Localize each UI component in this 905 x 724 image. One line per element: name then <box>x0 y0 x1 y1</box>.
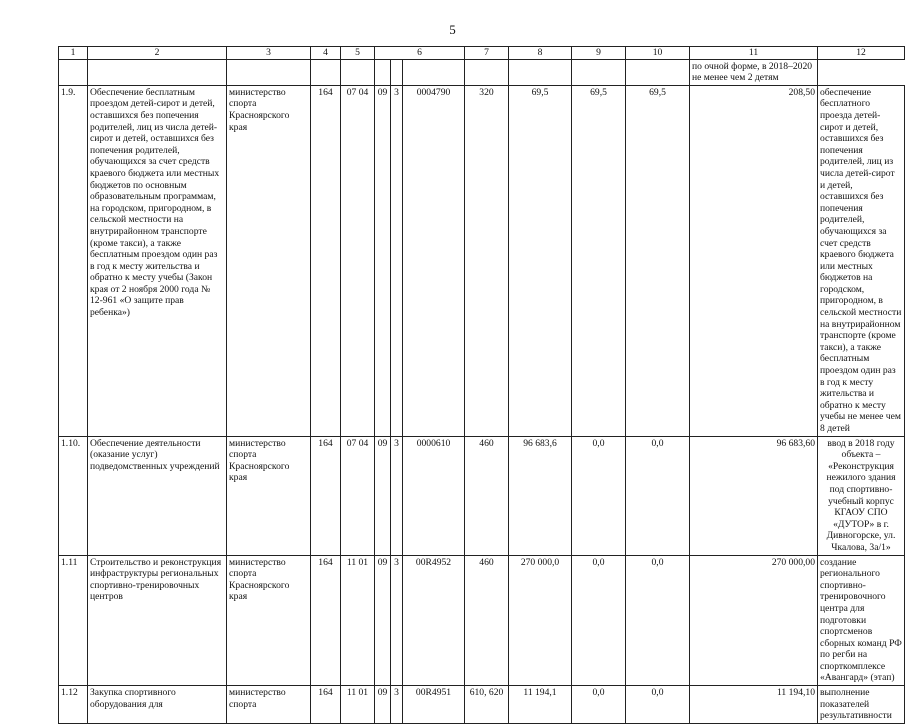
row-c6a: 09 <box>375 85 391 436</box>
row-name: Обеспечение деятельности (оказание услуг) подведомственных учреждений <box>88 436 227 555</box>
row-c5: 11 01 <box>341 555 375 686</box>
page-number: 5 <box>449 22 456 37</box>
row-c4: 164 <box>311 436 341 555</box>
row-c6c: 0004790 <box>403 85 465 436</box>
row-number: 1.9. <box>59 85 88 436</box>
header-row <box>59 47 905 60</box>
row-c6b: 3 <box>391 555 403 686</box>
row-c8: 11 194,1 <box>509 686 572 724</box>
row-c10: 69,5 <box>626 85 690 436</box>
row-c6c: 0000610 <box>403 436 465 555</box>
table-row <box>59 686 905 724</box>
row-ministry: министерство спорта Красноярского края <box>227 555 311 686</box>
header-cell: 3 <box>227 47 311 60</box>
table-row <box>59 85 905 436</box>
row-result: ввод в 2018 году объекта – «Реконструкция нежилого здания под спортивно-учебный корпус КГАОУ СПО «ДУТОР» в г. Дивногорске, ул. Чкалова, 3а/1» <box>818 436 905 555</box>
row-c8: 96 683,6 <box>509 436 572 555</box>
row-number: 1.12 <box>59 686 88 724</box>
row-c10: 0,0 <box>626 686 690 724</box>
row-c9: 0,0 <box>572 555 626 686</box>
row-c7: 320 <box>465 85 509 436</box>
header-cell: 4 <box>311 47 341 60</box>
row-c10: 0,0 <box>626 436 690 555</box>
header-cell: 5 <box>341 47 375 60</box>
row-c5: 07 04 <box>341 436 375 555</box>
row-name: Обеспечение бесплатным проездом детей-сирот и детей, оставшихся без попечения родителей, лиц из числа детей-сирот и детей, оставшихся без попечения родителей, обучающихся за счет средств краевого бюджета или местных бюджетов по основным образовательным программам, на городском, пригородном, в сельской местности на внутрирайонном транспорте (кроме такси), а также бесплатным проездом один раз в год к месту жительства и обратно к месту учебы (Закон края от 2 ноября 2000 года № 12-961 «О защите прав ребенка») <box>88 85 227 436</box>
row-c4: 164 <box>311 555 341 686</box>
row-c11: 11 194,10 <box>690 686 818 724</box>
header-cell: 10 <box>626 47 690 60</box>
row-c6b: 3 <box>391 686 403 724</box>
row-c6b: 3 <box>391 436 403 555</box>
row-c10: 0,0 <box>626 555 690 686</box>
row-c8: 69,5 <box>509 85 572 436</box>
row-number: 1.11 <box>59 555 88 686</box>
row-name: Закупка спортивного оборудования для <box>88 686 227 724</box>
row-ministry: министерство спорта <box>227 686 311 724</box>
row-c11: 208,50 <box>690 85 818 436</box>
continuation-result: по очной форме, в 2018–2020 не менее чем 2 детям <box>690 59 818 85</box>
row-c7: 460 <box>465 436 509 555</box>
row-c11: 96 683,60 <box>690 436 818 555</box>
header-cell: 1 <box>59 47 88 60</box>
row-ministry: министерство спорта Красноярского края <box>227 436 311 555</box>
row-name: Строительство и реконструкция инфраструктуры региональных спортивно-тренировочных центров <box>88 555 227 686</box>
header-cell: 7 <box>465 47 509 60</box>
row-result: обеспечение бесплатного проезда детей-сирот и детей, оставшихся без попечения родителей, лиц из числа детей-сирот и детей, оставшихся без попечения родителей, обучающихся за счет средств краевого бюджета или местных бюджетов на городском, пригородном, в сельской местности на внутрирайонном транспорте (кроме такси), а также бесплатным проездом один раз в год к месту жительства и обратно к месту учебы не менее чем 8 детей <box>818 85 905 436</box>
row-ministry: министерство спорта Красноярского края <box>227 85 311 436</box>
row-result: выполнение показателей результативности <box>818 686 905 724</box>
header-cell: 9 <box>572 47 626 60</box>
row-result: создание регионального спортивно-тренировочного центра для подготовки спортсменов сборных команд РФ по регби на спорткомплексе «Авангард» (этап) <box>818 555 905 686</box>
row-number: 1.10. <box>59 436 88 555</box>
header-cell: 8 <box>509 47 572 60</box>
row-c5: 11 01 <box>341 686 375 724</box>
row-c4: 164 <box>311 85 341 436</box>
row-c11: 270 000,00 <box>690 555 818 686</box>
header-cell: 12 <box>818 47 905 60</box>
table-row <box>59 436 905 555</box>
row-c5: 07 04 <box>341 85 375 436</box>
row-c7: 610, 620 <box>465 686 509 724</box>
row-c9: 0,0 <box>572 436 626 555</box>
continuation-row <box>59 59 905 85</box>
row-c9: 0,0 <box>572 686 626 724</box>
row-c8: 270 000,0 <box>509 555 572 686</box>
header-cell: 2 <box>88 47 227 60</box>
row-c6c: 00R4952 <box>403 555 465 686</box>
table-row <box>59 555 905 686</box>
row-c6c: 00R4951 <box>403 686 465 724</box>
header-cell: 11 <box>690 47 818 60</box>
row-c4: 164 <box>311 686 341 724</box>
row-c6a: 09 <box>375 436 391 555</box>
header-cell: 6 <box>375 47 465 60</box>
row-c7: 460 <box>465 555 509 686</box>
row-c6b: 3 <box>391 85 403 436</box>
row-c6a: 09 <box>375 686 391 724</box>
budget-table <box>58 46 905 724</box>
row-c6a: 09 <box>375 555 391 686</box>
row-c9: 69,5 <box>572 85 626 436</box>
